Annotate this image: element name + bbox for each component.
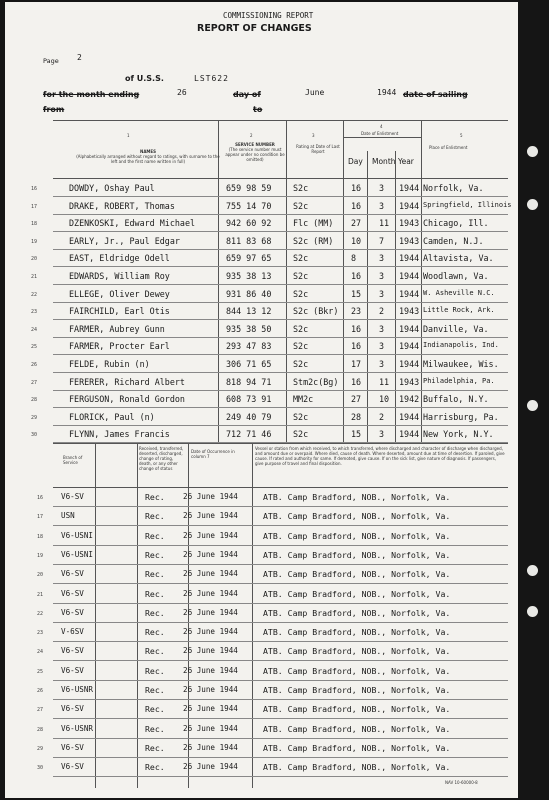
transfer-note: ATB. Camp Bradford, NOB., Norfolk, Va. [263, 492, 451, 502]
occurrence-date: 26 June 1944 [183, 704, 238, 714]
day-of-label: day of [233, 90, 261, 99]
row-number: 21 [31, 274, 38, 280]
enlist-day: 15 [351, 288, 362, 299]
status: Rec. [145, 607, 165, 618]
names-header-title: NAMES [139, 149, 157, 154]
row-number: 23 [31, 309, 38, 316]
row-number: 17 [31, 203, 38, 210]
enlist-day: 16 [351, 183, 362, 193]
enlist-day: 16 [351, 271, 362, 281]
col5-number: 5 [460, 133, 463, 138]
transfer-note: ATB. Camp Bradford, NOB., Norfolk, Va. [263, 569, 451, 580]
branch: V6-SV [61, 742, 84, 752]
status: Rec. [145, 492, 165, 502]
service-number: 249 40 79 [226, 411, 272, 422]
status: Rec. [145, 588, 165, 599]
report-title: REPORT OF CHANGES [197, 23, 312, 34]
enlist-day: 23 [351, 306, 362, 317]
report-kicker: COMMISSIONING REPORT [223, 11, 314, 20]
crew-name: EAST, Eldridge Odell [69, 253, 170, 264]
row-number: 27 [37, 707, 44, 714]
rating: S2c [293, 359, 309, 369]
crew-row [5, 198, 518, 215]
col-names-header [73, 149, 223, 164]
row-number: 22 [37, 610, 44, 617]
transfer-row [5, 605, 518, 621]
occurrence-date: 26 June 1944 [183, 762, 238, 772]
enlist-month: 7 [379, 235, 385, 246]
col3-number: 3 [312, 133, 315, 138]
row-number: 29 [37, 745, 44, 752]
enlist-place: Little Rock, Ark. [423, 306, 495, 315]
rating: Flc (MM) [293, 218, 334, 229]
status: Rec. [145, 685, 165, 695]
enlist-place: Camden, N.J. [423, 235, 484, 246]
enlist-place: Springfield, Illinois [423, 200, 512, 209]
branch: V6-SV [61, 646, 84, 656]
enlist-month: 3 [379, 359, 385, 369]
transfer-row [5, 508, 518, 524]
status: Rec. [145, 569, 165, 580]
row-number: 18 [31, 221, 38, 228]
occurrence-date: 26 June 1944 [183, 588, 238, 598]
occurrence-date: 26 June 1944 [183, 607, 238, 617]
enlist-year: 1943 [399, 218, 420, 229]
status: Rec. [145, 646, 165, 657]
to-label: to [253, 105, 263, 114]
branch: V6-SV [61, 569, 84, 579]
col1-number: 1 [127, 133, 130, 138]
status: Rec. [145, 723, 165, 734]
page-number: 2 [77, 53, 82, 62]
enlist-place: Milwaukee, Wis. [423, 359, 499, 369]
crew-name: FLORICK, Paul (n) [69, 411, 155, 422]
branch: V6-USNI [61, 549, 94, 559]
rating: S2c [293, 200, 309, 211]
enlist-month: 11 [379, 218, 390, 229]
row-number: 28 [31, 397, 38, 404]
status-header: Received, transferred, deserted, discharged, change of rating, death, or any other change of status [139, 446, 184, 471]
enlist-month: 3 [379, 253, 385, 264]
crew-name: FARMER, Procter Earl [69, 341, 170, 352]
crew-row [5, 268, 518, 285]
enlist-month: 3 [379, 341, 385, 352]
transfer-note: ATB. Camp Bradford, NOB., Norfolk, Va. [263, 588, 451, 599]
transfer-row [5, 547, 518, 563]
row-number: 25 [37, 668, 44, 675]
branch: V6-SV [61, 704, 84, 714]
row-number: 28 [37, 726, 44, 733]
col4-number: 4 [380, 124, 383, 129]
status: Rec. [145, 742, 165, 753]
transfer-row [5, 759, 518, 775]
enlist-place: Chicago, Ill. [423, 218, 489, 229]
enlist-month: 3 [379, 323, 385, 334]
enlist-day: 16 [351, 376, 362, 387]
report-year: 1944 [377, 88, 397, 97]
transfer-note-header: Vessel or station from which received, to which transferred, where discharged and character of discharge when discharged, and amount due or overpaid. Where died, cause of death. Where deserted, amount due at time of desertion. If paroled, give cause. If rated and authority for same. If demoted, give cause. If on the sick list, give nature of diagnosis. If passengers, give purpose of travel and final disposition. [255, 446, 505, 466]
transfer-row [5, 566, 518, 582]
transfer-row [5, 682, 518, 698]
branch: V6-SV [61, 607, 84, 617]
enlist-month: 3 [379, 200, 385, 211]
occurrence-date: 26 June 1944 [183, 530, 238, 540]
crew-name: FAIRCHILD, Earl Otis [69, 306, 170, 317]
transfer-note: ATB. Camp Bradford, NOB., Norfolk, Va. [263, 723, 451, 734]
row-number: 17 [37, 514, 44, 521]
enlist-day: 15 [351, 429, 362, 440]
enlist-month: 3 [379, 183, 385, 193]
rating: S2c [293, 288, 309, 299]
enlist-place: New York, N.Y. [423, 429, 494, 440]
enlist-day: 16 [351, 323, 362, 334]
row-number: 26 [31, 362, 38, 368]
row-number: 20 [31, 256, 38, 263]
row-number: 19 [31, 238, 38, 245]
branch: V-6SV [61, 627, 84, 637]
enlist-year: 1944 [399, 359, 420, 369]
status: Rec. [145, 665, 165, 676]
binder-hole-2 [527, 199, 538, 210]
crew-row [5, 338, 518, 355]
branch-header: Branch of Service [63, 455, 83, 465]
crew-name: ELLEGE, Oliver Dewey [69, 288, 170, 299]
branch: V6-SV [61, 665, 84, 675]
transfer-note: ATB. Camp Bradford, NOB., Norfolk, Va. [263, 762, 451, 773]
row-number: 30 [37, 765, 44, 772]
date-sailing-label: date of sailing [403, 90, 468, 99]
crew-row [5, 286, 518, 303]
enlist-year: 1944 [399, 341, 420, 352]
crew-name: DRAKE, ROBERT, Thomas [69, 200, 175, 211]
occurrence-date: 26 June 1944 [183, 627, 238, 637]
enlist-place: W. Asheville N.C. [423, 288, 495, 297]
service-number: 931 86 40 [226, 288, 272, 299]
enlist-month: 2 [379, 306, 385, 317]
branch: V6-SV [61, 588, 84, 598]
service-number: 712 71 46 [226, 429, 272, 440]
report-day: 26 [177, 88, 187, 97]
status: Rec. [145, 762, 165, 773]
enlist-place: Danville, Va. [423, 323, 489, 334]
crew-name: EDWARDS, William Roy [69, 271, 170, 281]
rating: S2c [293, 183, 309, 193]
row-number: 16 [31, 186, 38, 192]
branch: V6-SV [61, 492, 84, 501]
col-enlist-header: Date of Enlistment [361, 131, 399, 136]
branch: V6-USNR [61, 685, 94, 694]
occurrence-date: 26 June 1944 [183, 723, 238, 733]
row-number: 26 [37, 688, 44, 694]
page-label: Page [43, 57, 59, 65]
transfer-row [5, 663, 518, 679]
service-header-note: (The service number must appear under no condition be omitted) [225, 147, 285, 162]
enlist-year: 1943 [399, 235, 420, 246]
enlist-day: 28 [351, 411, 362, 422]
col2-number: 2 [250, 133, 253, 138]
col-year: Year [398, 157, 414, 166]
row-number: 22 [31, 291, 38, 298]
enlist-place: Harrisburg, Pa. [423, 411, 499, 422]
row-number: 23 [37, 630, 44, 637]
rating: S2c [293, 323, 309, 334]
service-number: 818 94 71 [226, 376, 272, 387]
col-day: Day [348, 157, 363, 166]
branch: USN [61, 511, 75, 521]
enlist-year: 1944 [399, 271, 420, 281]
rating: Stm2c(Bg) [293, 376, 339, 387]
enlist-place: Woodlawn, Va. [423, 271, 489, 281]
transfer-note: ATB. Camp Bradford, NOB., Norfolk, Va. [263, 646, 451, 657]
status: Rec. [145, 627, 165, 638]
rating: S2c (Bkr) [293, 306, 339, 317]
service-number: 811 83 68 [226, 235, 272, 246]
col-place-header: Place of Enlistment [429, 145, 468, 150]
report-sheet [5, 2, 518, 798]
row-number: 16 [37, 495, 44, 501]
occurrence-header: Date of Occurrence in column 7 [191, 449, 235, 459]
row-number: 20 [37, 572, 44, 579]
transfer-note: ATB. Camp Bradford, NOB., Norfolk, Va. [263, 665, 451, 676]
service-number: 935 38 50 [226, 323, 272, 334]
transfer-note: ATB. Camp Bradford, NOB., Norfolk, Va. [263, 742, 451, 753]
service-number: 942 60 92 [226, 218, 272, 229]
service-number: 935 38 13 [226, 271, 272, 281]
row-number: 21 [37, 591, 44, 598]
crew-row [5, 374, 518, 391]
crew-row [5, 180, 518, 197]
row-number: 24 [37, 649, 44, 656]
rating: S2c [293, 271, 309, 281]
transfer-note: ATB. Camp Bradford, NOB., Norfolk, Va. [263, 530, 451, 541]
transfer-note: ATB. Camp Bradford, NOB., Norfolk, Va. [263, 627, 451, 638]
report-month: June [305, 88, 325, 97]
enlist-month: 3 [379, 288, 385, 299]
enlist-year: 1944 [399, 411, 420, 422]
service-number: 659 97 65 [226, 253, 272, 264]
row-number: 19 [37, 552, 44, 559]
transfer-row [5, 586, 518, 602]
names-header-note: (Alphabetically arranged without regard to ratings, with surname to the left and the first name written in full) [76, 154, 220, 164]
occurrence-date: 26 June 1944 [183, 511, 238, 521]
occurrence-date: 26 June 1944 [183, 569, 238, 579]
transfer-row [5, 489, 518, 505]
enlist-year: 1944 [399, 429, 420, 440]
transfer-row [5, 643, 518, 659]
enlist-day: 10 [351, 235, 362, 246]
branch: V6-USNR [61, 723, 94, 733]
row-number: 18 [37, 533, 44, 540]
enlist-place: Indianapolis, Ind. [423, 341, 499, 350]
crew-name: FERERER, Richard Albert [69, 376, 185, 387]
transfer-row [5, 624, 518, 640]
enlist-place: Norfolk, Va. [423, 183, 484, 193]
transfer-row [5, 701, 518, 717]
transfer-note: ATB. Camp Bradford, NOB., Norfolk, Va. [263, 511, 451, 522]
enlist-year: 1944 [399, 288, 420, 299]
status: Rec. [145, 704, 165, 715]
occurrence-date: 26 June 1944 [183, 492, 238, 501]
enlist-day: 27 [351, 394, 362, 405]
transfer-note: ATB. Camp Bradford, NOB., Norfolk, Va. [263, 704, 451, 715]
crew-row [5, 250, 518, 267]
occurrence-date: 26 June 1944 [183, 665, 238, 675]
service-number: 659 98 59 [226, 183, 272, 193]
enlist-month: 3 [379, 429, 385, 440]
crew-name: FARMER, Aubrey Gunn [69, 323, 165, 334]
status: Rec. [145, 511, 165, 522]
row-number: 29 [31, 414, 38, 421]
crew-name: DOWDY, Oshay Paul [69, 183, 155, 193]
transfer-note: ATB. Camp Bradford, NOB., Norfolk, Va. [263, 607, 451, 618]
row-number: 30 [31, 432, 38, 439]
enlist-place: Buffalo, N.Y. [423, 394, 489, 405]
ship-name: LST622 [194, 74, 229, 83]
crew-row [5, 426, 518, 443]
enlist-place: Altavista, Va. [423, 253, 494, 264]
branch: V6-USNI [61, 530, 94, 540]
row-number: 25 [31, 344, 38, 351]
enlist-year: 1943 [399, 306, 420, 317]
enlist-place: Philadelphia, Pa. [423, 376, 495, 385]
rating: S2c [293, 341, 309, 352]
month-ending-label: for the month ending [43, 90, 140, 99]
enlist-month: 11 [379, 376, 390, 387]
crew-name: FLYNN, James Francis [69, 429, 170, 440]
crew-row [5, 356, 518, 373]
binder-hole-4 [527, 565, 538, 576]
enlist-year: 1944 [399, 323, 420, 334]
enlist-day: 27 [351, 218, 362, 229]
service-number: 608 73 91 [226, 394, 272, 405]
service-header-title: SERVICE NUMBER [235, 142, 275, 147]
enlist-day: 8 [351, 253, 357, 264]
binder-hole-1 [527, 146, 538, 157]
uss-label: of U.S.S. [125, 74, 164, 83]
transfer-row [5, 528, 518, 544]
service-number: 293 47 83 [226, 341, 272, 352]
branch: V6-SV [61, 762, 84, 772]
transfer-row [5, 740, 518, 756]
service-number: 755 14 70 [226, 200, 272, 211]
rating: S2c (RM) [293, 235, 334, 246]
crew-row [5, 391, 518, 408]
service-number: 306 71 65 [226, 359, 272, 369]
transfer-row [5, 721, 518, 737]
enlist-year: 1944 [399, 200, 420, 211]
crew-row [5, 321, 518, 338]
transfer-note: ATB. Camp Bradford, NOB., Norfolk, Va. [263, 549, 451, 560]
crew-name: FERGUSON, Ronald Gordon [69, 394, 185, 405]
crew-name: FELDE, Rubin (n) [69, 359, 150, 369]
crew-row [5, 303, 518, 320]
col-month: Month [372, 157, 396, 166]
crew-name: DZENKOSKI, Edward Michael [69, 218, 196, 229]
from-label: from [43, 105, 65, 114]
col-rating-header: Rating at Date of Last Report [296, 144, 340, 154]
enlist-day: 16 [351, 200, 362, 211]
rating: MM2c [293, 394, 314, 405]
enlist-day: 16 [351, 341, 362, 352]
row-number: 27 [31, 379, 38, 386]
enlist-day: 17 [351, 359, 362, 369]
rating: S2c [293, 411, 309, 422]
col-service-header [224, 142, 286, 162]
enlist-year: 1944 [399, 183, 420, 193]
enlist-year: 1944 [399, 253, 420, 264]
status: Rec. [145, 530, 165, 541]
row-number: 24 [31, 326, 38, 333]
occurrence-date: 26 June 1944 [183, 549, 238, 559]
enlist-month: 2 [379, 411, 385, 422]
rating: S2c [293, 253, 309, 264]
enlist-year: 1942 [399, 394, 420, 405]
crew-row [5, 215, 518, 232]
status: Rec. [145, 549, 165, 560]
transfer-note: ATB. Camp Bradford, NOB., Norfolk, Va. [263, 685, 451, 695]
occurrence-date: 26 June 1944 [183, 685, 238, 694]
rating: S2c [293, 429, 309, 440]
occurrence-date: 26 June 1944 [183, 646, 238, 656]
occurrence-date: 26 June 1944 [183, 742, 238, 752]
binder-hole-5 [527, 606, 538, 617]
binder-hole-3 [527, 400, 538, 411]
crew-row [5, 409, 518, 426]
enlist-month: 3 [379, 271, 385, 281]
crew-name: EARLY, Jr., Paul Edgar [69, 235, 180, 246]
enlist-month: 10 [379, 394, 390, 405]
form-code: NAV 10-60000-8 [445, 780, 478, 785]
enlist-year: 1943 [399, 376, 420, 387]
crew-row [5, 233, 518, 250]
service-number: 844 13 12 [226, 306, 272, 317]
